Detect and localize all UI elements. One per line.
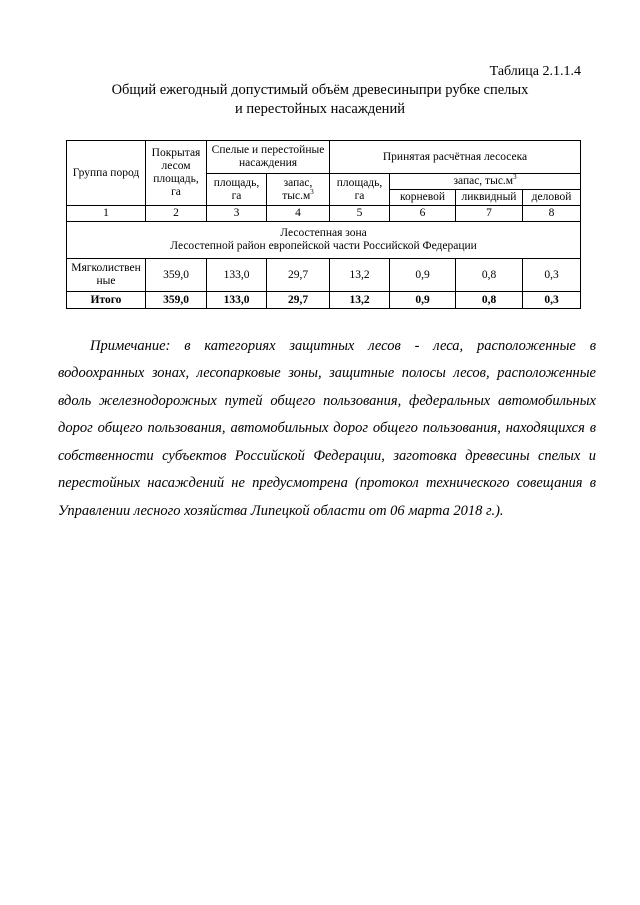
- header-accepted-stock: [390, 174, 581, 190]
- cell-total-accepted-area: 13,2: [330, 292, 390, 309]
- header-accepted-stock-label: запас, тыс.м: [453, 175, 514, 187]
- header-accepted-area: площадь, га: [330, 174, 390, 206]
- header-mature-stock: [267, 174, 330, 206]
- zone-row: [67, 222, 581, 259]
- column-number: 4: [267, 206, 330, 222]
- superscript-3: 3: [513, 173, 517, 182]
- cell-total-mature-stock: 29,7: [267, 292, 330, 309]
- column-number: 5: [330, 206, 390, 222]
- header-root: корневой: [390, 190, 456, 206]
- total-row: [67, 292, 581, 309]
- region-name: Лесостепной район европейской части Российской Федерации: [170, 240, 477, 252]
- note-paragraph: Примечание: в категориях защитных лесов - леса, расположенные в водоохранных зонах, лесопарковые зоны, защитные полосы лесов, расположенные вдоль железнодорожных путей общего пользования, федеральных автомобильных дорог общего пользования, автомобильных дорог общего пользования, находящихся в собственности субъектов Российской Федерации, заготовка древесины спелых и перестойных насаждений не предусмотрена (протокол технического совещания в Управлении лесного хозяйства Липецкой области от 06 марта 2018 г.).: [58, 337, 596, 519]
- table-title-line-1: Общий ежегодный допустимый объём древесиныпри рубке спелых: [111, 82, 529, 98]
- column-number: 8: [523, 206, 581, 222]
- cell-total-mature-area: 133,0: [207, 292, 267, 309]
- cell-covered: 359,0: [146, 259, 207, 292]
- cell-total-label: Итого: [67, 292, 146, 309]
- column-number: 7: [456, 206, 523, 222]
- header-mature-area: площадь, га: [207, 174, 267, 206]
- column-number: 1: [67, 206, 146, 222]
- header-accepted-cut: Принятая расчётная лесосека: [330, 141, 581, 174]
- header-mature-stands: Спелые и перестойные насаждения: [207, 141, 330, 174]
- header-row-1: [67, 141, 581, 174]
- cell-mature-stock: 29,7: [267, 259, 330, 292]
- zone-cell: [67, 222, 581, 259]
- table-label: Таблица 2.1.1.4: [489, 64, 581, 79]
- header-covered-area: Покрытая лесом площадь, га: [146, 141, 207, 206]
- cell-liquid: 0,8: [456, 259, 523, 292]
- cell-total-covered: 359,0: [146, 292, 207, 309]
- column-number: 3: [207, 206, 267, 222]
- column-number-row: [67, 206, 581, 222]
- cell-group: Мягколиственные: [67, 259, 146, 292]
- allowable-cut-table: [66, 140, 581, 309]
- zone-name: Лесостепная зона: [280, 227, 367, 239]
- cell-total-commercial: 0,3: [523, 292, 581, 309]
- cell-total-root: 0,9: [390, 292, 456, 309]
- column-number: 2: [146, 206, 207, 222]
- header-group: Группа пород: [67, 141, 146, 206]
- header-liquid: ликвидный: [456, 190, 523, 206]
- column-number: 6: [390, 206, 456, 222]
- header-mature-stock-label: запас, тыс.м: [282, 176, 313, 202]
- cell-root: 0,9: [390, 259, 456, 292]
- cell-commercial: 0,3: [523, 259, 581, 292]
- header-commercial: деловой: [523, 190, 581, 206]
- table-row: [67, 259, 581, 292]
- cell-mature-area: 133,0: [207, 259, 267, 292]
- table-title-line-2: и перестойных насаждений: [235, 101, 405, 117]
- superscript-3: 3: [310, 187, 314, 196]
- cell-total-liquid: 0,8: [456, 292, 523, 309]
- cell-accepted-area: 13,2: [330, 259, 390, 292]
